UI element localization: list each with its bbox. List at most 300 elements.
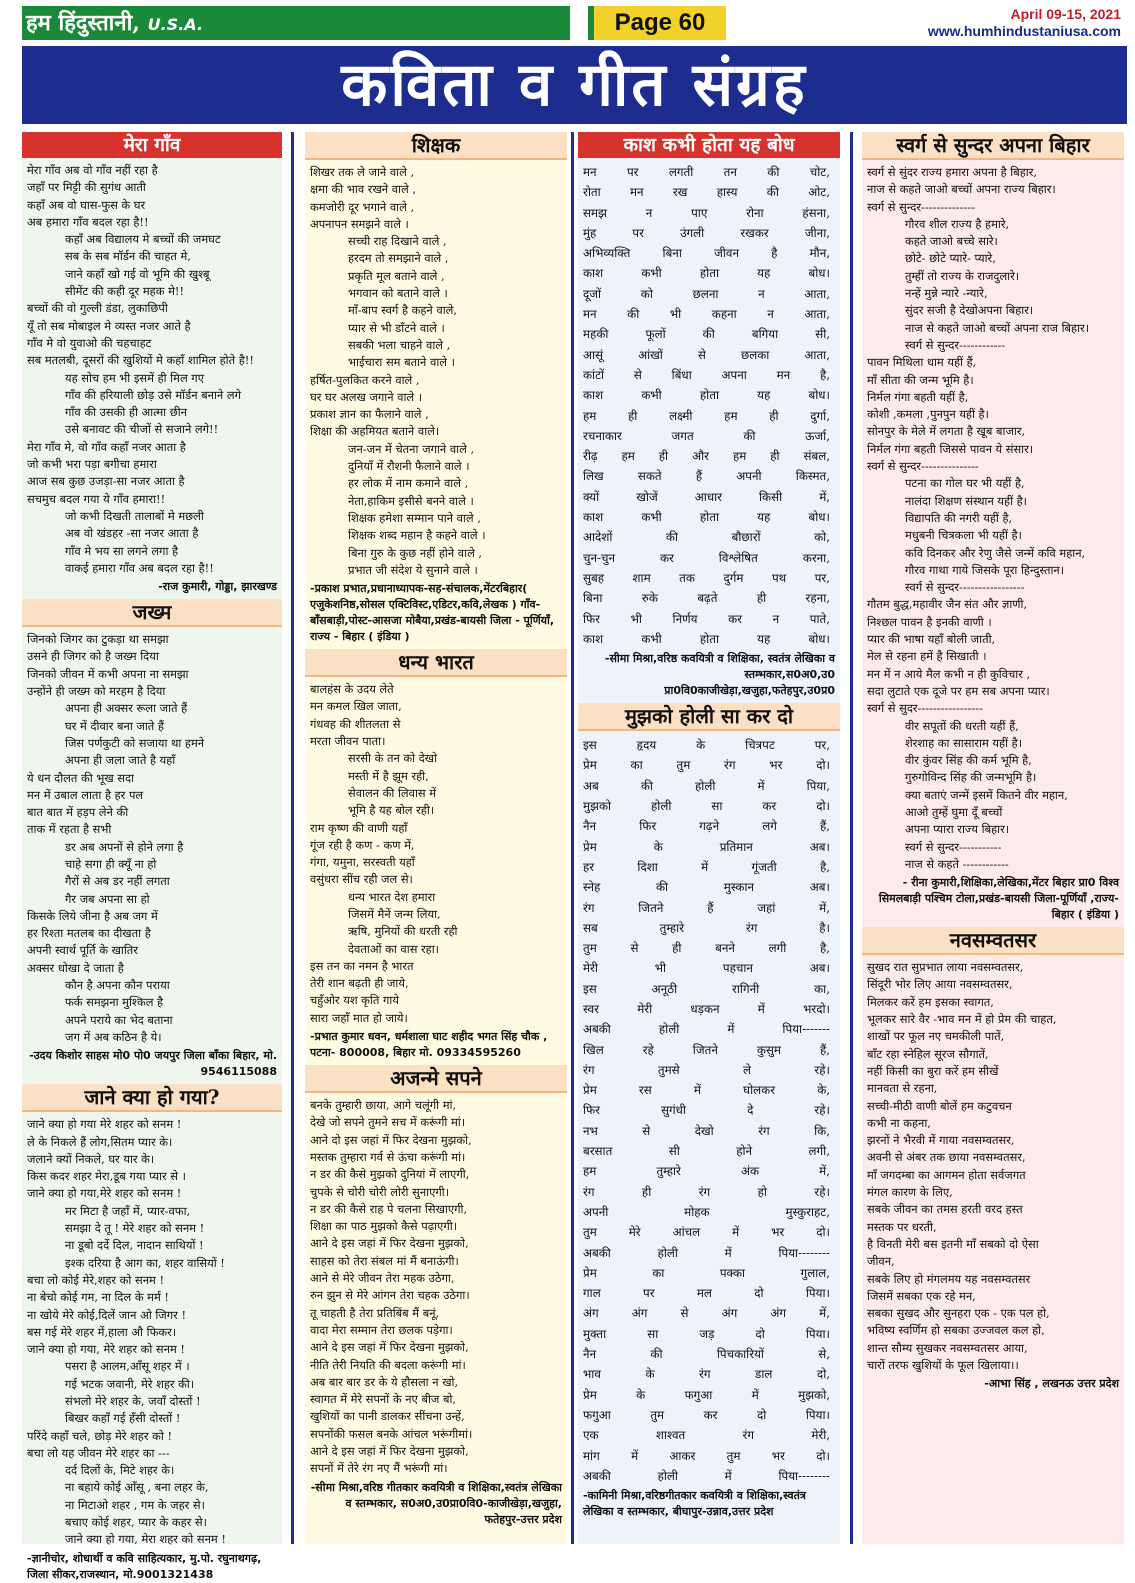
poem-line: डर अब अपनों से होने लगा है — [65, 839, 184, 854]
poem-line: जलाने क्यों निकले, घर यार के। — [27, 1151, 155, 1166]
poem-line: शिक्षा की अहमियत बताने वाले। — [310, 424, 440, 439]
column-3 — [578, 132, 840, 1544]
poem-line: दुनियाँ में रौशनी फैलाने वाले । — [348, 459, 470, 474]
poem-body — [578, 158, 840, 649]
poem-line: कहते जाओ बच्चे सारे। — [905, 234, 998, 249]
poem-line: एक शाश्वत रंग मेरी, — [583, 1428, 830, 1443]
poem-jaane-kya — [22, 1084, 282, 1582]
poem-line: पावन मिथिला धाम यहीं हैं, — [867, 355, 977, 370]
poem-line: गूंज रही है कण - कण में, — [310, 837, 415, 852]
poem-line: कवि दिनकर और रेणु जैसे जन्में कवि महान, — [905, 545, 1086, 560]
poem-line: कभी ना कहना, — [867, 1115, 931, 1130]
poem-line: संभलो मेरे शहर के, जवाँ दोस्तों ! — [65, 1394, 201, 1408]
poem-line: उसने ही जिगर को है जख्म दिया — [27, 649, 159, 664]
poem-line: मन में उबाल लाता है हर पल — [27, 787, 144, 802]
poem-line: मधुबनी चित्रकला भी यहीं है। — [905, 528, 1022, 543]
poem-line: गंधवह की शीतलता से — [310, 716, 401, 731]
poem-line: है विनती मेरी बस इतनी माँ सबको दो ऐसा — [867, 1236, 1039, 1251]
poem-line: झरनों ने भैरवी में गाया नवसम्वतसर, — [867, 1133, 1015, 1148]
brand-name — [22, 6, 570, 40]
poem-line: उसे बनावट की चीजों से सजाने लगे!! — [65, 422, 219, 437]
poem-line: सबके लिए हो मंगलमय यह नवसम्वतसर — [867, 1271, 1031, 1286]
poem-line: सुबह शाम तक दुर्गम पथ पर, — [583, 570, 830, 585]
poem-line: अपनापन समझने वाले । — [310, 216, 409, 231]
poem-line: आने दे इस जहां में फिर देखना मुझको, — [310, 1340, 469, 1355]
poem-line: गाँव की हरियाली छोड़ उसे मॉर्डन बनाने लगे — [65, 387, 242, 402]
poem-line: आओ तुम्हें घुमा दूँ बच्चों — [905, 804, 1003, 819]
poem-line: भगवान को बताने वाले । — [348, 286, 448, 301]
poem-title: धन्य भारत — [305, 649, 567, 677]
poem-line: सेवालन की लिवास में — [348, 785, 437, 800]
poem-line: सदा लुटाते एक दूजे पर हम सब अपना प्यार। — [867, 683, 1050, 698]
poem-line: कोशी ,कमला ,पुनपुन यहीं है। — [867, 407, 989, 422]
poem-line: बाँट रहा स्नेहिल सूरज सौगातें, — [867, 1046, 989, 1061]
poem-credit: -ज्ञानीचोर, शोधार्थी व कवि साहित्यकार, मु.पो. रघुनाथगढ़, जिला सीकर,राजस्थान, मो.9001321438 — [27, 1551, 262, 1581]
poem-line: स्वर्ग से सुन्दर-------------- — [867, 199, 975, 214]
poem-line: गाल पर मल दो पिया। — [583, 1286, 830, 1301]
poem-line: शिक्षक शब्द महान है कहने वाले । — [348, 528, 486, 543]
poem-line: सबका सुखद और सुनहरा एक - एक पल हो, — [867, 1306, 1050, 1321]
poem-line: अपनी स्वार्थ पूर्ति के खातिर — [27, 943, 138, 958]
poem-body — [862, 160, 1124, 873]
poem-line: प्यार की भाषा यहाँ बोली जाती, — [867, 632, 996, 647]
poem-line: जाने क्या हो गया, मेरा शहर को सनम ! — [65, 1532, 226, 1547]
poem-line: क्यों खोजें आधार किसी में, — [583, 489, 830, 504]
poem-line: किसके लिये जीना है अब जग में — [27, 908, 158, 923]
poem-line: वीर कुंवर सिंह की कर्म भूमि है, — [905, 753, 1032, 768]
brand-text: हम हिंदुस्तानी, — [26, 10, 140, 36]
poem-line: माँ सीता की जन्म भूमि है। — [867, 372, 974, 387]
poem-line: स्वर्ग से सुन्दर--------------- — [867, 459, 979, 474]
poem-line: कांटों से बिंधा अपना मन है, — [583, 367, 830, 382]
column-1 — [22, 132, 282, 1581]
poem-line: मर मिटा है जहाँ में, प्यार-वफा, — [65, 1203, 191, 1218]
poem-line: तेरी शान बढ़ती ही जाये, — [310, 976, 409, 991]
column-divider — [291, 132, 294, 1544]
poem-title: जख्म — [22, 599, 282, 627]
poem-credit: - रीना कुमारी,शिक्षिका,लेखिका,मेंटर बिहार प्रा0 विश्व सिमलबाड़ी पश्चिम टोला,प्रखंड-बायसी जिला-पूर्णियाँ ,राज्य- बिहार ( इंडिया ) — [878, 876, 1119, 922]
page-number: Page 60 — [588, 6, 726, 40]
poem-line: पटना का गोल घर भी यहीं है, — [905, 476, 1025, 491]
poem-line: स्वर्ग से सुन्दर------------ — [905, 337, 1006, 352]
poem-credit: -कामिनी मिश्रा,वरिष्ठगीतकार कवयित्री व शिक्षिका,स्वतंत्र लेखिका व स्तम्भकार, बीघापुर-उन्नाव,उत्तर प्रदेश — [583, 1489, 806, 1519]
poem-line: नाज से कहते जाओ बच्चों अपना राज्य बिहार। — [867, 182, 1056, 197]
poem-line: सुंदर सजी है देखोअपना बिहार। — [905, 303, 1034, 318]
poem-line: मेरी भी पहचान अब। — [583, 961, 830, 976]
poem-line: वीर सपूतों की धरती यहीं हैं, — [905, 718, 1019, 733]
poem-zakhm — [22, 599, 282, 1080]
poem-line: कहाँ अब विद्यालय मे बच्चों की जमघट — [65, 232, 221, 247]
poem-line: कौन है अपना कौन पराया — [65, 978, 170, 993]
poem-line: समझ न पाए रोना हंसना, — [583, 205, 830, 220]
section-banner: कविता व गीत संग्रह — [22, 46, 1127, 124]
poem-line: क्षमा की भाव रखने वाले , — [310, 182, 416, 197]
poem-line: सच्ची-मीठी वाणी बोलें हम कटुवचन — [867, 1098, 1012, 1113]
poem-body — [22, 627, 282, 1046]
poem-line: काश कभी होता यह बोध। — [583, 631, 830, 646]
poem-line: रंग ही रंग हो रहे। — [583, 1184, 830, 1199]
poem-line: गाँव की उसकी ही आत्मा छीन — [65, 405, 187, 420]
poem-line: अबकी होली में पिया-------- — [583, 1245, 830, 1260]
poem-line: अबकी होली में पिया-------- — [583, 1468, 830, 1483]
poem-line: इस अनूठी रागिनी का, — [583, 981, 830, 996]
poem-line: गंगा, यमुना, सरस्वती यहाँ — [310, 855, 415, 870]
poem-line: हर रिश्ता मतलब का दीखता है — [27, 926, 151, 941]
poem-line: चुन-चुन कर विश्लेषित करना, — [583, 550, 830, 565]
poem-line: जाने क्या हो गया मेरे शहर को सनम ! — [27, 1117, 182, 1132]
poem-line: ताक में रहता है सभी — [27, 822, 112, 837]
poem-line: प्यार से भी डाँटने वाले । — [348, 320, 445, 335]
poem-line: गैरों से अब डर नहीं लगता — [65, 874, 170, 889]
poem-line: राम कृष्ण की वाणी यहाँ — [310, 820, 408, 835]
poem-line: रीढ़ हम ही और हम ही संबल, — [583, 449, 830, 464]
poem-line: प्रेम रस में घोलकर के, — [583, 1083, 830, 1098]
poem-line: अपने पराये का भेद बताना — [65, 1012, 173, 1027]
poem-line: अपना ही जला जाते है यहाँ — [65, 753, 176, 768]
poem-line: स्वर्ग से सुंदर राज्य हमारा अपना है बिहार, — [867, 165, 1038, 179]
poem-line: मुक्ता सा जड़ दो पिया। — [583, 1326, 830, 1341]
poem-line: प्रेम के प्रतिमान अब। — [583, 839, 830, 854]
poem-line: स्नेह की मुस्कान अब। — [583, 880, 830, 895]
poem-line: मेरा गाँव अब वो गाँव नहीं रहा है — [27, 163, 158, 177]
poem-line: अपना प्यारा राज्य बिहार। — [905, 822, 1010, 837]
poem-line: नेता,हाकिम इसीसे बनने वाले । — [348, 493, 474, 508]
poem-line: मेरा गाँव मे, वो गाँव कहाँ नजर आता है — [27, 439, 186, 454]
poem-line: इश्क दरिया है आग का, शहर वासियों ! — [65, 1255, 225, 1270]
column-4 — [862, 132, 1124, 1544]
poem-line: बस गई मेरे शहर में,हाला औ फिकर। — [27, 1324, 177, 1339]
poem-credit: -प्रकाश प्रभात,प्रधानाध्यापक-सह-संचालक,मेंटरबिहार( एजुकेशनिष्ठ,सोसल एक्टिविस्ट,एडिटर,कवि,लेखक ) गाँव-बाँसबाड़ी,पोस्ट-आसजा मोबैया,प्रखंड-बायसी जिला - पूर्णियाँ, राज्य - बिहार ( इंडिया ) — [310, 582, 555, 644]
poem-line: ना बेचो कोई गम, ना दिल के मर्म ! — [27, 1290, 170, 1305]
poem-line: रचनाकार जगत की ऊर्जा, — [583, 428, 830, 443]
poem-line: नहीं किसी का बुरा करें हम सीखें — [867, 1063, 999, 1078]
poem-line: फिर सुगंधी दे रहे। — [583, 1103, 830, 1118]
poem-line: सपनों में तेरे रंग नए मैं भरूंगी मां। — [310, 1461, 448, 1476]
poem-line: जिसमें सबका एक रहे मन, — [867, 1288, 976, 1303]
poem-body — [305, 677, 567, 1027]
poem-line: तू चाहती है तेरा प्रतिबिंब मैं बनूं, — [310, 1305, 440, 1320]
poem-line: माँ-बाप स्वर्ग है कहने वाले, — [348, 303, 457, 318]
poem-line: जग में अब कठिन है ये। — [65, 1029, 162, 1044]
poem-line: हर्षित-पुलकित करने वाले , — [310, 372, 420, 387]
poem-line: आज सब कुछ उजड़ा-सा नजर आता है — [27, 474, 185, 489]
poem-body — [22, 158, 282, 577]
poem-line: उन्होंने ही जख्म को मरहम है दिया — [27, 684, 166, 699]
poem-line: आने से मेरे जीवन तेरा महक उठेगा, — [310, 1271, 455, 1286]
poem-line: शिक्षक हमेशा सम्मान पाने वाले , — [348, 510, 481, 525]
poem-title: शिक्षक — [305, 132, 567, 160]
poem-line: आदेशों की बौछारों को, — [583, 530, 830, 545]
poem-line: नाज से कहते जाओ बच्चों अपना राज बिहार। — [905, 320, 1090, 335]
poem-line: प्रेम के फगुआ में मुझको, — [583, 1387, 830, 1402]
website-link[interactable]: www.humhindustaniusa.com — [927, 23, 1121, 39]
poem-line: हर दिशा में गूंजती है, — [583, 859, 830, 874]
poem-line: दर्द दिलों के, मिटे शहर के। — [65, 1463, 175, 1478]
poem-credit: -उदय किशोर साहस मो0 पो0 जयपुर जिला बाँका बिहार, मो. 9546115088 — [29, 1049, 277, 1079]
poem-body — [862, 955, 1124, 1374]
poem-line: स्वागत में मेरे सपनों के नए बीज बो, — [310, 1392, 457, 1407]
poem-line: जो कभी भरा पड़ा बगीचा हमारा — [27, 457, 157, 472]
poem-line: बिना रुके बढ़ते ही रहना, — [583, 591, 830, 606]
poem-line: आने दे इस जहां में फिर देखना मुझको, — [310, 1444, 469, 1458]
poem-line: इस तन का नमन है भारत — [310, 958, 414, 973]
column-2 — [305, 132, 567, 1544]
poem-line: हर लोक में नाम कमाने वाले , — [348, 476, 469, 491]
poem-line: हम ही लक्ष्मी हम ही दुर्गा, — [583, 408, 830, 423]
poem-line: विद्यापति की नगरी यहीं है, — [905, 510, 1013, 525]
poem-line: सीमेंट की कही दूर महक मे!! — [65, 284, 185, 299]
poem-line: बालहंस के उदय लेते — [310, 682, 394, 697]
poem-line: मन की भी कहना न आता, — [583, 307, 830, 322]
poem-line: गौतम बुद्ध,महावीर जैन संत और ज्ञाणी, — [867, 597, 1028, 612]
poem-title: नवसम्वतसर — [862, 927, 1124, 955]
poem-line: मिलकर करें हम इसका स्वागत, — [867, 994, 994, 1009]
poem-line: जहाँ पर मिट्टी की सुगंध आती — [27, 180, 146, 195]
poem-line: किस कदर शहर मेरा,डूब गया प्यार से । — [27, 1169, 186, 1184]
poem-line: प्रकृति मूल बताने वाले , — [348, 268, 445, 283]
brand-suffix: U.S.A. — [147, 15, 204, 34]
poem-line: यूँ तो सब मोबाइल मे व्यस्त नजर आते है — [27, 318, 191, 333]
poem-line: स्वर मेरी धड़कन में भरदो। — [583, 1001, 830, 1016]
poem-line: गई भटक जवानी, मेरे शहर की। — [65, 1376, 195, 1391]
column-divider — [571, 132, 574, 1544]
poem-line: बचा लो यह जीवन मेरे शहर का --- — [27, 1445, 170, 1460]
poem-line: स्वर्ग से सुन्दर----------- — [905, 839, 1002, 854]
poem-title: जाने क्या हो गया? — [22, 1084, 282, 1112]
poem-line: ना बहाये कोई आँसू , बना लहर के, — [65, 1480, 209, 1495]
poem-line: देवताओं का वास रहा। — [348, 941, 439, 956]
poem-body — [305, 1093, 567, 1478]
poem-line: क्या बताएं जन्में इसमें कितने वीर महान, — [905, 787, 1068, 802]
poem-title: मुझको होली सा कर दो — [578, 703, 840, 731]
poem-line: मन में न आये मैल कभी न ही कुविचार , — [867, 666, 1031, 681]
poem-holi — [578, 703, 840, 1520]
poem-line: ले के निकले हैं लोग,सितम प्यार के। — [27, 1134, 173, 1149]
poem-line: बरसात सी होने लगी, — [583, 1144, 830, 1159]
masthead — [22, 6, 1127, 42]
poem-line: मस्तक तुम्हारा गर्व से ऊंचा करूंगी मां। — [310, 1149, 466, 1164]
poem-line: सबकी भला चाहने वाले , — [348, 337, 451, 352]
poem-credit: -प्रभात कुमार धवन, धर्मशाला घाट शहीद भगत सिंह चौक , पटना- 800008, बिहार मो. 09334595260 — [310, 1030, 548, 1060]
poem-line: रोता मन रख हास्य की ओट, — [583, 185, 830, 200]
poem-line: गौरव गाथा गाये जिसके पूरा हिन्दुस्तान। — [905, 562, 1065, 577]
poem-shikshak — [305, 132, 567, 645]
poem-navsamvatsar — [862, 927, 1124, 1392]
poem-line: न डर की कैसे मुझको दुनियां में लाएगी, — [310, 1167, 470, 1182]
poem-line: भाव के रंग डाल दो, — [583, 1367, 830, 1382]
poem-line: सबके जीवन का तमस हरती वरद हस्त — [867, 1202, 1023, 1217]
poem-line: शिखर तक ले जाने वाले , — [310, 165, 415, 179]
poem-line: काश कभी होता यह बोध। — [583, 388, 830, 403]
poem-line: सुखद रात सुप्रभात लाया नवसम्वतसर, — [867, 960, 1024, 975]
poem-line: अब वो खंडहर -सा नजर आता है — [65, 526, 199, 541]
poem-line: नाज से कहते ------------ — [905, 856, 1009, 871]
poem-body — [578, 731, 840, 1486]
poem-line: तुम से ही बनने लगी है, — [583, 941, 830, 956]
poem-line: छोटे- छोटे प्यारे- प्यारे, — [905, 251, 996, 266]
poem-line: भूमि है यह बोल रही। — [348, 803, 435, 818]
poem-kaash-bodh — [578, 132, 840, 699]
poem-line: मंगल कारण के लिए, — [867, 1185, 953, 1200]
poem-title: मेरा गाँव — [22, 132, 282, 158]
poem-body — [305, 160, 567, 579]
poem-line: मानवता से रहना, — [867, 1081, 938, 1096]
poem-credit: -सीमा मिश्रा,वरिष्ठ गीतकार कवयित्री व शिक्षिका,स्वतंत्र लेखिका व स्तम्भकार, स0अ0,उ0प्रा0वि0-काजीखेड़ा,खजुहा, फतेहपुर-उत्तर प्रदेश — [310, 1480, 562, 1526]
poem-line: फगुआ तुम कर दो पिया। — [583, 1407, 830, 1422]
poem-line: अब की होली में पिया, — [583, 778, 830, 793]
poem-line: खुशियों का पानी डालकर सींचना उन्हें, — [310, 1409, 465, 1424]
poem-line: यह सोच हम भी इसमें ही मिल गए — [65, 370, 205, 385]
poem-line: महकी फूलों की बगिया सी, — [583, 327, 830, 342]
poem-line: शान्त सौम्य सुखकर नवसम्वतसर आया, — [867, 1340, 1028, 1355]
poem-line: निर्मल गंगा बहती यहीं है, — [867, 389, 969, 404]
poem-line: अब बार बार डर के ये हौसला न खो, — [310, 1374, 459, 1389]
poem-line: साहस को तेरा संबल मां मैं बनाऊंगी। — [310, 1253, 459, 1268]
poem-line: परिंदे कहाँ चले, छोड़ मेरे शहर को ! — [27, 1428, 173, 1443]
poem-line: अक्सर धोखा दे जाता है — [27, 960, 124, 975]
poem-line: स्वर्ग से सुदर----------------- — [867, 701, 983, 716]
poem-title: अजन्मे सपने — [305, 1065, 567, 1093]
poem-line: सचमुच बदल गया ये गाँव हमारा!! — [27, 491, 166, 506]
poem-line: घर में दीवार बना जाते हैं — [65, 718, 164, 733]
poem-line: सब के सब मॉर्डन की चाहत मे, — [65, 249, 191, 264]
poem-mera-gaon — [22, 132, 282, 595]
poem-title: काश कभी होता यह बोध — [578, 132, 840, 158]
poem-line: अंग अंग से अंग अंग में, — [583, 1306, 830, 1321]
poem-line: शिक्षा का पाठ मुझको कैसे पढ़ाएगी। — [310, 1219, 458, 1234]
poem-line: सच्ची राह दिखाने वाले , — [348, 234, 447, 249]
poem-credit: -सीमा मिश्रा,वरिष्ठ कवयित्री व शिक्षिका, स्वतंत्र लेखिका व स्तम्भकार,स0अ0,उ0 प्रा0वि0काजीखेड़ा,खजुहा,फतेहपुर,उ0प्र0 — [604, 652, 835, 698]
poem-line: जाने कहाँ खो गई वो भूमि की खुश्बू — [65, 266, 210, 281]
poem-line: आने दे इस जहां में फिर देखना मुझको, — [310, 1236, 469, 1251]
poem-title: स्वर्ग से सुन्दर अपना बिहार — [862, 132, 1124, 160]
poem-line: नीति तेरी नियति की बदला करूंगी मां। — [310, 1357, 466, 1372]
poem-line: नभ से देखो रंग कि, — [583, 1123, 830, 1138]
poem-line: खिल रहे जितने कुसुम हैं, — [583, 1042, 830, 1057]
poem-line: जन-जन में चेतना जगाने वाले , — [348, 441, 475, 456]
poem-line: प्रकाश ज्ञान का फैलाने वाले , — [310, 407, 429, 422]
poem-line: अबकी होली में पिया------- — [583, 1022, 830, 1037]
poem-line: जिनको जिगर का टुकड़ा था समझा — [27, 632, 169, 647]
poem-line: अब हमारा गाँव बदल रहा है!! — [27, 214, 149, 229]
poem-line: आने दो इस जहां में फिर देखना मुझको, — [310, 1132, 472, 1147]
poem-line: चारों तरफ खुशियों के फूल खिलाया।। — [867, 1358, 1019, 1372]
poem-line: मन पर लगती तन की चोट, — [583, 165, 830, 179]
poem-line: बच्चों की वो गुल्ली डंडा, लुकाछिपी — [27, 301, 168, 316]
poem-line: वाकई हमारा गाँव अब बदल रहा है!! — [65, 560, 214, 575]
poem-line: हरदम तो समझाने वाले , — [348, 251, 449, 266]
poem-line: लिख सकते हैं अपनी किस्मत, — [583, 469, 830, 484]
poem-line: चहुँओर यश कृति गाये — [310, 993, 399, 1008]
poem-line: चाहे सगा ही क्यूँ ना हो — [65, 856, 157, 871]
poem-line: निश्छल पावन है इनकी वाणी । — [867, 614, 992, 629]
poem-line: घर घर अलख जगाने वाले । — [310, 389, 423, 404]
poem-line: न डर की कैसे राह पे चलना सिखाएगी, — [310, 1201, 468, 1216]
poem-line: सोनपुर के मेले में लगता है खूब बाजार, — [867, 424, 1026, 439]
poem-line: तुम्हीं तो राज्य के राजदुलारे। — [905, 268, 1020, 283]
poem-dhanya-bharat — [305, 649, 567, 1061]
poem-line: बचाए कोई शहर, प्यार के कहर से। — [65, 1515, 207, 1530]
poem-line: दूजों को छलना न आता, — [583, 286, 830, 301]
poem-line: कहाँ अब वो घास-फुस के घर — [27, 197, 146, 212]
poem-line: भूलकर सारे वैर -भाव मन में हो प्रेम की चाहत, — [867, 1012, 1057, 1027]
poem-line: सरसी के तन को देखो — [348, 751, 438, 766]
poem-line: फर्क समझना मुश्किल है — [65, 995, 164, 1010]
poem-line: नालंदा शिक्षण संस्थान यहीं है। — [905, 493, 1027, 508]
poem-line: कमजोरी दूर भगाने वाले , — [310, 199, 415, 214]
poem-credit: -राज कुमारी, गोड्डा, झारखण्ड — [158, 580, 277, 594]
poem-line: नैन की पिचकारियों से, — [583, 1347, 830, 1362]
poem-line: ये धन दौलत की भूख सदा — [27, 770, 134, 785]
poem-line: तुम मेरे आंचल में भर दो। — [583, 1225, 830, 1240]
poem-line: वसुंधरा सींच रही जल से। — [310, 872, 413, 887]
poem-line: जाने क्या हो गया,मेरे शहर को सनम ! — [27, 1186, 182, 1201]
poem-line: फिर भी निर्णय कर न पाते, — [583, 611, 830, 626]
poem-line: ना डूबो दर्दे दिल, नादान साथियों ! — [65, 1238, 204, 1253]
poem-line: हम तुम्हारे अंक में, — [583, 1164, 830, 1179]
poem-line: नैन फिर गढ़ने लगे हैं, — [583, 819, 830, 834]
poem-line: प्रभात जी संदेश ये सुनाने वाले । — [348, 562, 478, 577]
poem-line: इस हृदय के चित्रपट पर, — [583, 738, 830, 753]
poem-line: बात बात में हड़प लेने की — [27, 805, 129, 820]
poem-line: स्वर्ग से सुन्दर----------------- — [905, 580, 1025, 595]
poem-line: गुरुगोविन्द सिंह की जन्मभूमि है। — [905, 770, 1037, 785]
poem-line: बनके तुम्हारी छाया, आगे चलूंगी मां, — [310, 1098, 457, 1113]
poem-line: रुन झुन से मेरे आंगन तेरा चहक उठेगा। — [310, 1288, 470, 1303]
poem-line: जिसमें मैनें जन्म लिया, — [348, 906, 441, 921]
poem-line: जिस पर्णकुटी को सजाया था हमने — [65, 735, 205, 750]
poem-line: धन्य भारत देश हमारा — [348, 889, 436, 904]
poem-line: बचा लो कोई मेरे,शहर को सनम ! — [27, 1272, 165, 1287]
poem-line: जाने क्या हो गया, मेरे शहर को सनम ! — [27, 1342, 185, 1357]
poem-line: नन्हें मुन्ने न्यारे -न्यारे, — [905, 286, 988, 301]
poem-line: गाँव मे वो युवाओ की चहचाहट — [27, 335, 152, 350]
poem-line: आसूं आंखों से छलका आता, — [583, 347, 830, 362]
poem-line: मुझको होली सा कर दो। — [583, 799, 830, 814]
poem-line: अभिव्यक्ति बिना जीवन है मौन, — [583, 246, 830, 261]
poem-line: प्रेम का पक्का गुलाल, — [583, 1265, 830, 1280]
poem-line: माँ जगदम्बा का आगमन होता सर्वजगत — [867, 1167, 1026, 1182]
poem-credit: -आभा सिंह , लखनऊ उत्तर प्रदेश — [984, 1377, 1119, 1391]
poem-line: मरता जीवन पाता। — [310, 734, 386, 749]
poem-line: ना खोये मेरे कोई,दिलें जान ओ जिगर ! — [27, 1307, 187, 1322]
poem-line: मस्ती में है झूम रही, — [348, 768, 429, 783]
poem-line: प्रेम का तुम रंग भर दो। — [583, 758, 830, 773]
poem-line: अपना ही अक्सर रूला जाते हैं — [65, 701, 188, 716]
poem-body — [22, 1112, 282, 1548]
poem-line: चुपके से चोरी चोरी लोरी सुनाएगी। — [310, 1184, 450, 1199]
poem-line: ऋषि, मुनियों की धरती रही — [348, 924, 458, 939]
poem-line: शाखों पर फूल नए चमकीली पातें, — [867, 1029, 1005, 1044]
poem-line: मन कमल खिल जाता, — [310, 699, 402, 714]
poem-line: बिखर कहाँ गई हँसी दोस्तों ! — [65, 1411, 181, 1426]
poem-line: गैर जब अपना सा हो — [65, 891, 150, 906]
poem-line: काश कभी होता यह बोध। — [583, 266, 830, 281]
poem-line: सब मतलबी, दूसरों की खुशियों मे कहाँ शामिल होते है!! — [27, 353, 254, 368]
column-divider — [850, 132, 853, 1544]
poem-line: निर्मल गंगा बहती जिससे पावन ये संसार। — [867, 441, 1034, 456]
poem-line: भाईचारा सम बताने वाले । — [348, 355, 455, 370]
poem-line: जो कभी दिखती तालाबों मे मछली — [65, 508, 204, 523]
poem-line: बिना गुरु के कुछ नहीं होने वाले , — [348, 545, 483, 560]
poem-line: देखे जो सपने तुमने सच में करूंगी मां। — [310, 1115, 466, 1130]
poem-line: मस्तक पर धरती, — [867, 1219, 937, 1234]
poem-line: ना मिटाओ शहर , गम के जहर से। — [65, 1497, 205, 1512]
issue-date: April 09-15, 2021 — [1010, 6, 1121, 22]
poem-line: मुंह पर उंगली रखकर जीना, — [583, 225, 830, 240]
poem-line: अवनी से अंबर तक छाया नवसम्वतसर, — [867, 1150, 1026, 1165]
poem-line: मांग में आकर तुम भर दो। — [583, 1448, 830, 1463]
